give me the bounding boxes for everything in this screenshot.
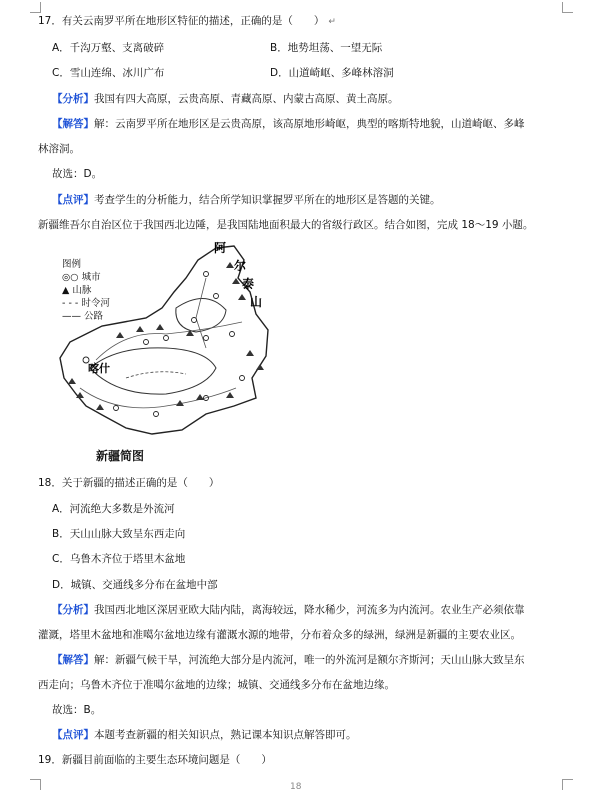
- section-intro: 新疆维吾尔自治区位于我国西北边陲，是我国陆地面积最大的省级行政区。结合如图，完成 18～19 小题。: [38, 219, 534, 231]
- q18-option-a: A．河流绝大多数是外流河: [52, 503, 175, 515]
- map-legend: [62, 258, 110, 323]
- analysis-tag-18: 【分析】: [52, 604, 94, 616]
- road-line-2: [80, 388, 236, 408]
- legend-mountain: [62, 284, 110, 297]
- seasonal-river-icon: - - -: [62, 298, 79, 309]
- legend-city-label: 城市: [81, 272, 101, 283]
- legend-road-label: 公路: [84, 311, 104, 322]
- comment-tag-18: 【点评】: [52, 729, 94, 741]
- q18-stem: 18．关于新疆的描述正确的是（ ）: [38, 477, 220, 489]
- q18-option-c: C．乌鲁木齐位于塔里木盆地: [52, 553, 186, 565]
- q18-solution: [52, 653, 525, 667]
- legend-river: [62, 297, 110, 310]
- legend-road: [62, 310, 110, 323]
- map-label-tai: 泰: [242, 277, 255, 291]
- seasonal-river: [126, 372, 186, 378]
- q17-solution-line2: 林溶洞。: [38, 143, 80, 155]
- map-title: 新疆简图: [96, 449, 145, 463]
- q18-option-b: B．天山山脉大致呈东西走向: [52, 528, 186, 540]
- q17-option-c: C．雪山连绵、冰川广布: [52, 67, 165, 79]
- q19-stem: 19．新疆目前面临的主要生态环境问题是（ ）: [38, 754, 272, 766]
- map-label-shan: 山: [250, 295, 263, 309]
- q17-solution: [52, 117, 525, 131]
- q17-comment-text: 考查学生的分析能力，结合所学知识掌握罗平所在的地形区是答题的关键。: [94, 194, 441, 206]
- q18-option-d: D．城镇、交通线多分布在盆地中部: [52, 579, 218, 591]
- q18-solution-line1: 解：新疆气候干旱，河流绝大部分是内流河，唯一的外流河是额尔齐斯河；天山山脉大致呈东: [94, 654, 525, 666]
- solution-tag-18: 【解答】: [52, 654, 94, 666]
- solution-tag: 【解答】: [52, 118, 94, 130]
- legend-river-label: 时令河: [81, 298, 110, 309]
- q17-solution-line1: 解：云南罗平所在地形区是云贵高原，该高原地形崎岖，典型的喀斯特地貌，山道崎岖、多峰: [94, 118, 525, 130]
- q18-comment-text: 本题考查新疆的相关知识点，熟记课本知识点解答即可。: [94, 729, 357, 741]
- q18-analysis-line2: 灌溉，塔里木盆地和准噶尔盆地边缘有灌溉水源的地带，分布着众多的绿洲，绿洲是新疆的主要农业区。: [38, 629, 521, 641]
- q17-option-a: A．千沟万壑、支离破碎: [52, 42, 165, 54]
- q17-option-b: B．地势坦荡、一望无际: [270, 42, 383, 54]
- comment-tag: 【点评】: [52, 194, 94, 206]
- crop-mark-top-right: [562, 2, 573, 13]
- city-icon: ◎○: [62, 272, 79, 283]
- map-label-er: 尔: [234, 259, 247, 273]
- q18-analysis-line1: 我国西北地区深居亚欧大陆内陆，离海较远，降水稀少，河流多为内流河。农业生产必须依靠: [94, 604, 525, 616]
- paragraph-mark-icon: ↵: [328, 17, 336, 27]
- q18-answer: 故选：B。: [52, 704, 102, 716]
- q17-option-d: D．山道崎岖、多峰林溶洞: [270, 67, 394, 79]
- q17-analysis: [52, 92, 399, 106]
- legend-title: 图例: [62, 259, 82, 270]
- q17-stem-text: 17．有关云南罗平所在地形区特征的描述，正确的是（ ）: [38, 15, 325, 27]
- legend-mountain-label: 山脉: [72, 285, 92, 296]
- analysis-tag: 【分析】: [52, 93, 94, 105]
- q18-analysis: [52, 603, 525, 617]
- q17-analysis-text: 我国有四大高原，云贵高原、青藏高原、内蒙古高原、黄土高原。: [94, 93, 399, 105]
- road-line: [96, 322, 242, 360]
- crop-mark-top-left: [30, 2, 41, 13]
- map-label-a: 阿: [214, 241, 227, 255]
- mountain-icon: ▲: [62, 285, 70, 296]
- road-icon: ——: [62, 311, 81, 322]
- page-number: 18: [290, 782, 302, 792]
- q18-solution-line2: 西走向；乌鲁木齐位于准噶尔盆地的边缘；城镇、交通线多分布在盆地边缘。: [38, 679, 395, 691]
- legend-city: [62, 271, 110, 284]
- q18-comment: [52, 728, 357, 742]
- q17-answer: 故选：D。: [52, 168, 103, 180]
- q17-comment: [52, 193, 441, 207]
- q17-stem: [38, 14, 336, 29]
- crop-mark-bottom-left: [30, 779, 41, 790]
- crop-mark-bottom-right: [562, 779, 573, 790]
- map-label-kashi: 喀什: [88, 362, 110, 375]
- road-line-3: [196, 278, 206, 348]
